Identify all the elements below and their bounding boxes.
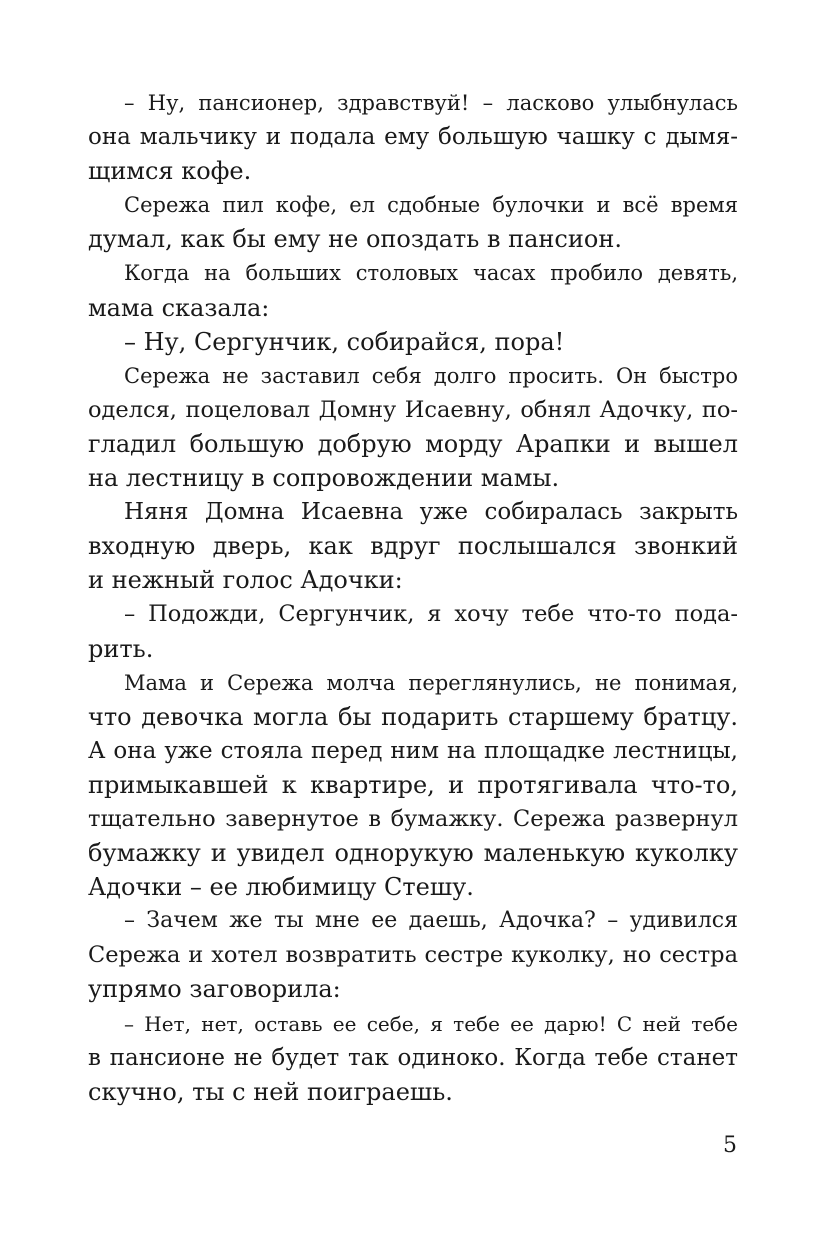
paragraph-10 [88, 1007, 738, 1109]
paragraph-8 [88, 666, 738, 905]
paragraph-6 [88, 495, 738, 597]
text-line: Няня Домна Исаевна уже собиралась закрыть [124, 499, 738, 526]
paragraph-3 [88, 256, 738, 324]
text-line: – Ну, Сергунчик, собирайся, пора! [124, 327, 565, 356]
text-line: – Ну, пансионер, здравствуй! – ласково улыбнулась [124, 91, 738, 115]
text-line: рить. [88, 634, 154, 663]
text-line: – Зачем же ты мне ее даешь, Адочка? – удивился [124, 908, 738, 934]
page-number: 5 [723, 1133, 737, 1158]
paragraph-2 [88, 188, 738, 256]
text-line: примыкавшей к квартире, и протягивала что-то, [88, 770, 738, 799]
text-line: Сережа и хотел возвратить сестре куколку, но сестра [88, 942, 738, 969]
text-line: в пансионе не будет так одиноко. Когда тебе станет [88, 1044, 738, 1071]
text-line: щимся кофе. [88, 157, 252, 186]
text-line: Сережа пил кофе, ел сдобные булочки и всё время [124, 193, 738, 218]
text-line: упрямо заговорила: [88, 975, 341, 1004]
text-line: мама сказала: [88, 293, 270, 322]
text-line: А она уже стояла перед ним на площадке лестницы, [88, 737, 738, 764]
paragraph-1 [88, 86, 738, 188]
paragraph-7 [88, 597, 738, 665]
paragraph-9 [88, 904, 738, 1006]
text-line: Сережа не заставил себя долго просить. Он быстро [124, 363, 738, 388]
paragraph-5 [88, 359, 738, 495]
text-line: на лестницу в сопровождении мамы. [88, 464, 560, 493]
text-line: – Нет, нет, оставь ее себе, я тебе ее дарю! С ней тебе [124, 1011, 738, 1036]
page-body [88, 86, 738, 1109]
text-line: и нежный голос Адочки: [88, 566, 403, 595]
text-line: скучно, ты с ней поиграешь. [88, 1077, 453, 1106]
text-line: тщательно завернутое в бумажку. Сережа развернул [88, 805, 738, 832]
text-line: она мальчику и подала ему большую чашку с дымя- [88, 124, 738, 151]
text-line: оделся, поцеловал Домну Исаевну, обнял Адочку, по- [88, 396, 738, 423]
paragraph-4 [88, 325, 738, 359]
text-line: что девочка могла бы подарить старшему братцу. [88, 702, 738, 731]
text-line: гладил большую добрую морду Арапки и вышел [88, 429, 738, 458]
text-line: Мама и Сережа молча переглянулись, не понимая, [124, 670, 738, 695]
text-line: бумажку и увидел однорукую маленькую куколку [88, 839, 738, 868]
text-line: – Подожди, Сергунчик, я хочу тебе что-то пода- [124, 601, 738, 628]
text-line: Когда на больших столовых часах пробило девять, [124, 261, 738, 286]
text-line: Адочки – ее любимицу Стешу. [88, 873, 474, 902]
text-line: думал, как бы ему не опоздать в пансион. [88, 225, 622, 254]
text-line: входную дверь, как вдруг послышался звонкий [88, 532, 738, 561]
